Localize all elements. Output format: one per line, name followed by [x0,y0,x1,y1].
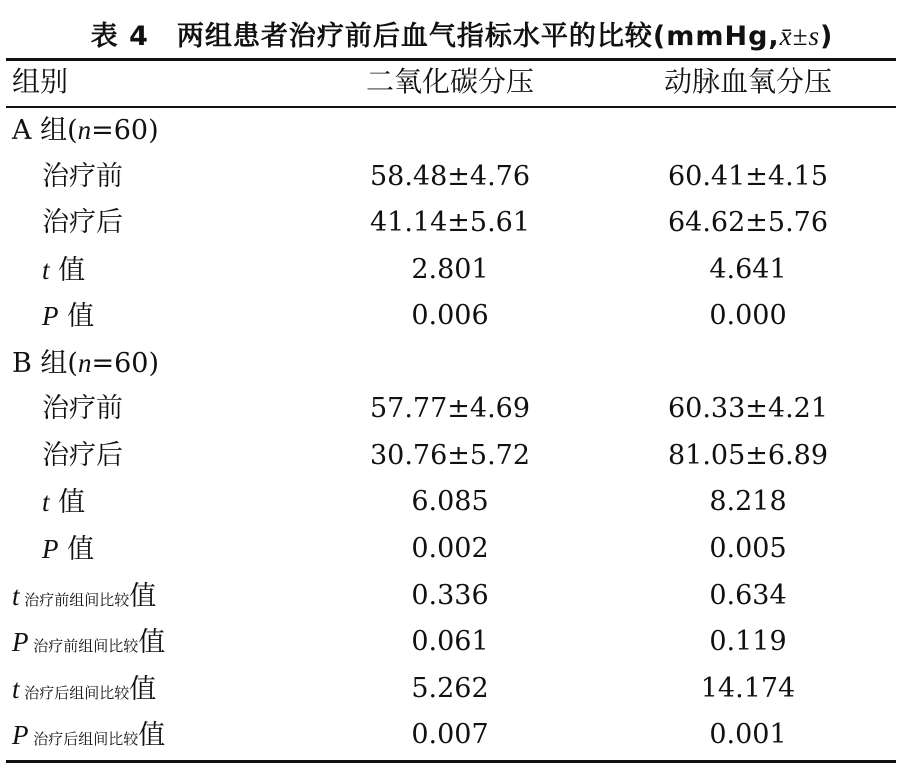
pco2-value: 0.002 [411,533,489,564]
stat-symbol: P [42,534,59,564]
table-row [0,155,924,199]
group-b-heading [0,341,924,385]
group-a-label: A 组( [12,115,78,146]
stat-symbol: t [12,581,20,611]
pco2-value: 6.085 [411,486,489,517]
row-label: 值 [138,627,166,658]
pco2-value: 5.262 [411,673,489,704]
row-label: 治疗后 [42,440,123,471]
pco2-value: 30.76±5.72 [369,440,531,471]
stat-symbol: t [42,487,50,517]
pao2-value: 60.33±4.21 [667,393,829,424]
pao2-value: 60.41±4.15 [667,161,829,192]
group-a-heading [0,108,924,152]
row-label: 值 [58,534,95,565]
table-row [0,667,924,711]
table-row [0,713,924,757]
stat-subscript: 治疗后组间比较 [19,684,130,702]
group-a-n: n [77,115,92,145]
pao2-value: 81.05±6.89 [667,440,829,471]
group-b-label: B 组( [12,348,78,379]
row-label: 值 [49,255,86,286]
pco2-value: 41.14±5.61 [369,207,531,238]
table-number: 表 4 [90,21,149,52]
group-b-n: n [77,348,92,378]
pao2-value: 64.62±5.76 [667,207,829,238]
header-pco2: 二氧化碳分压 [365,65,534,98]
row-label: 值 [49,487,86,518]
table-row [0,574,924,618]
table-row [0,480,924,524]
table-title [0,14,924,53]
stat-subscript: 治疗前组间比较 [19,591,130,609]
header-row [0,60,924,104]
stat-symbol: P [12,627,29,657]
stat-subscript: 治疗前组间比较 [28,637,139,655]
pco2-value: 57.77±4.69 [369,393,531,424]
row-label: 值 [129,581,157,612]
table-row [0,434,924,478]
stat-notation: x̄±s [779,21,820,51]
table-row [0,248,924,292]
pco2-value: 0.007 [411,719,489,750]
table-row [0,201,924,245]
pao2-value: 0.634 [709,580,787,611]
pco2-value: 0.061 [411,626,489,657]
pao2-value: 8.218 [709,486,787,517]
group-b-count: =60) [91,348,159,379]
pao2-value: 14.174 [700,673,796,704]
stat-symbol: P [12,720,29,750]
pco2-value: 58.48±4.76 [369,161,531,192]
stat-symbol: t [42,255,50,285]
table-row [0,620,924,664]
stat-subscript: 治疗后组间比较 [28,730,139,748]
row-label: 治疗后 [42,207,123,238]
row-label: 治疗前 [42,393,123,424]
stat-symbol: t [12,674,20,704]
table-row [0,527,924,571]
pco2-value: 0.006 [411,300,489,331]
row-label: 值 [138,720,166,751]
bottom-rule [6,760,896,763]
row-label: 值 [129,674,157,705]
row-label: 值 [58,301,95,332]
pao2-value: 4.641 [709,254,787,285]
pao2-value: 0.001 [709,719,787,750]
header-group: 组别 [12,65,69,98]
pao2-value: 0.000 [709,300,787,331]
stat-symbol: P [42,301,59,331]
pco2-value: 2.801 [411,254,489,285]
table-row [0,387,924,431]
header-pao2: 动脉血氧分压 [663,65,832,98]
pao2-value: 0.119 [709,626,787,657]
row-label: 治疗前 [42,161,123,192]
table-caption: 两组患者治疗前后血气指标水平的比较(mmHg, [176,21,780,52]
pao2-value: 0.005 [709,533,787,564]
pco2-value: 0.336 [411,580,489,611]
group-a-count: =60) [91,115,159,146]
table-row [0,294,924,338]
title-close-paren: ) [819,21,834,52]
